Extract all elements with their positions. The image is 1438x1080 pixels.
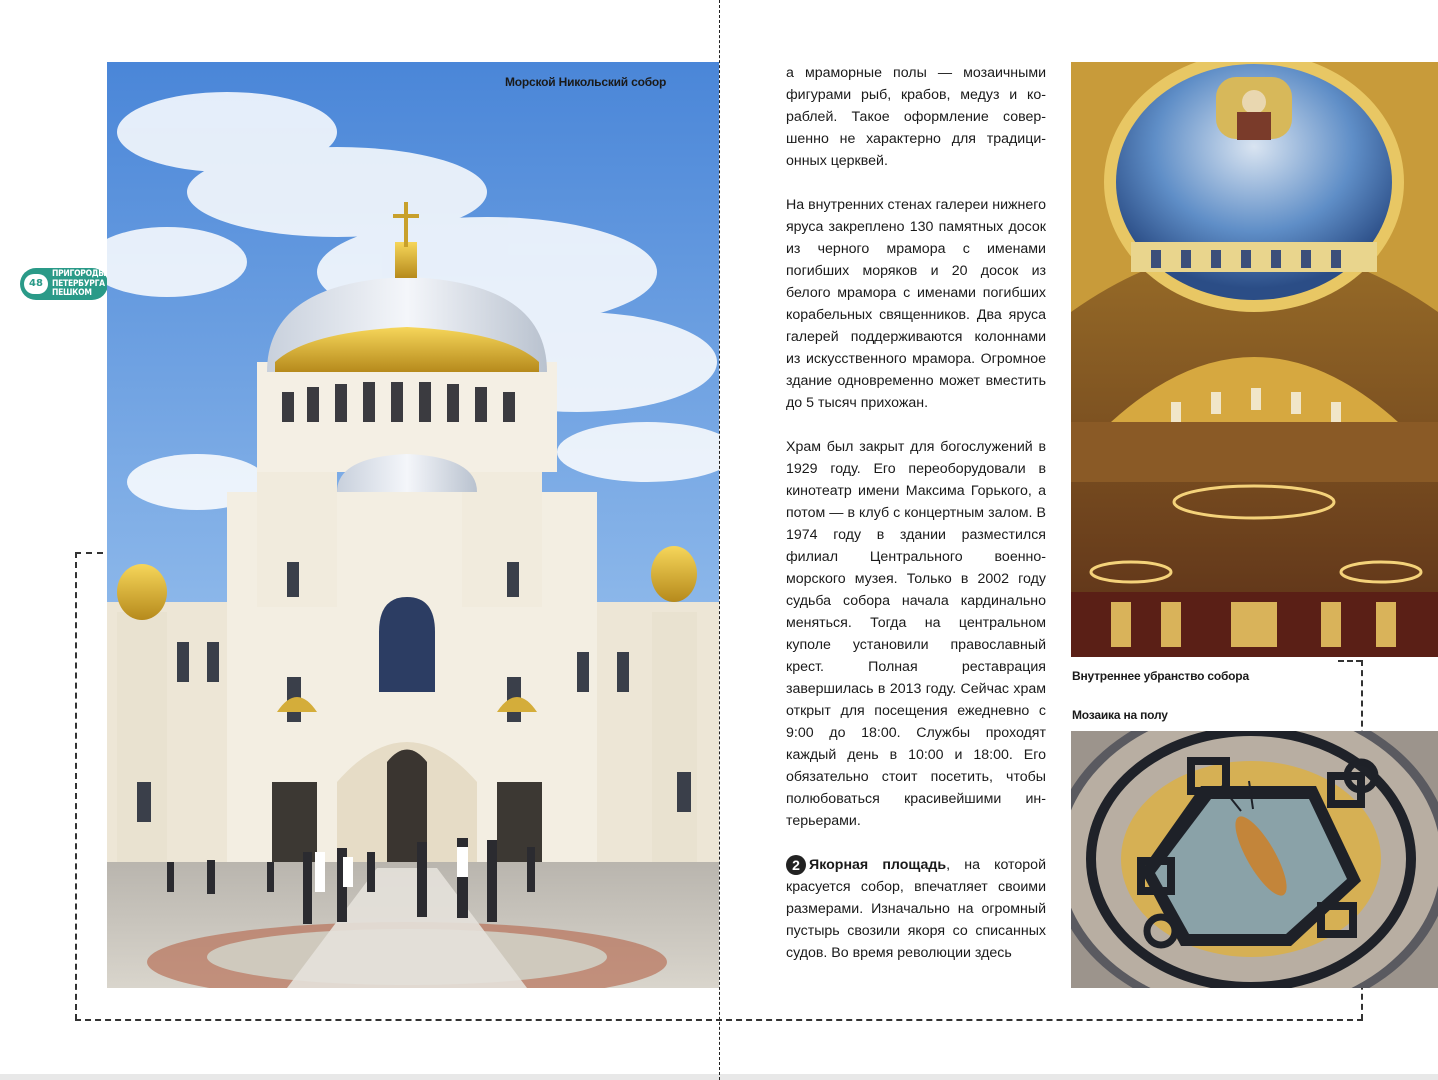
paragraph: Храм был закрыт для богослужений в 1929 году. Его переоборудовали в кинотеатр имени Максима Горького, а потом — в клуб с концертным залом. В 1974 году в здании разместился филиал Центрального военно-морского музея. Только в 2002 году судьба собора начала кардинально меняться. Тогда на центральном куполе установили православный крест. Полная реставрация завершилась в 2013 году. Сейчас храм открыт для посещения ежедневно с 9:00 до 18:00. Службы проходят каждый день в 10:00 и 18:00. Его обязательно стоит посетить, чтобы полюбоваться красивейшими интерьерами.	[786, 439, 1046, 829]
cathedral-caption: Морской Никольский собор	[505, 75, 667, 89]
mosaic-caption: Мозаика на полу	[1072, 708, 1168, 722]
interior-photo	[1071, 62, 1438, 657]
cathedral-photo	[107, 62, 719, 988]
point-number-marker: 2	[786, 855, 806, 875]
dashed-route-line	[1338, 660, 1362, 662]
place-name: Якорная площадь	[809, 857, 947, 873]
page-number-badge	[20, 268, 108, 300]
paragraph	[786, 854, 1046, 964]
page-fold-line	[719, 0, 720, 1080]
paragraph: а мраморные полы — мозаичными фигурами рыб, крабов, медуз и кораблей. Такое оформление совершенно не характерно для традиционных церквей.	[786, 65, 1046, 169]
page-number: 48	[24, 274, 48, 294]
paragraph-text: , на которой красуется собор, впечатляет своими размерами. Изначально на огромный пустырь свозили якоря со списанных судов. Во время революции здесь	[786, 857, 1046, 961]
article-text-column	[786, 62, 1046, 964]
book-title-label: ПРИГОРОДЫ ПЕТЕРБУРГА ПЕШКОМ	[52, 269, 106, 298]
dashed-route-line	[75, 552, 77, 1020]
paragraph: На внутренних стенах галереи нижнего яруса закреплено 130 памятных досок из черного мрамора с именами погибших моряков и 20 досок из белого мрамора с именами погибших корабельных священников. Два яруса галерей поддерживаются колоннами из искусственного мрамора. Огромное здание одновременно может вместить до 5 тысяч прихожан.	[786, 197, 1046, 411]
dashed-route-line	[75, 552, 103, 554]
interior-caption: Внутреннее убранство собора	[1072, 669, 1249, 683]
mosaic-photo	[1071, 731, 1438, 988]
dashed-route-line	[75, 1019, 1363, 1021]
